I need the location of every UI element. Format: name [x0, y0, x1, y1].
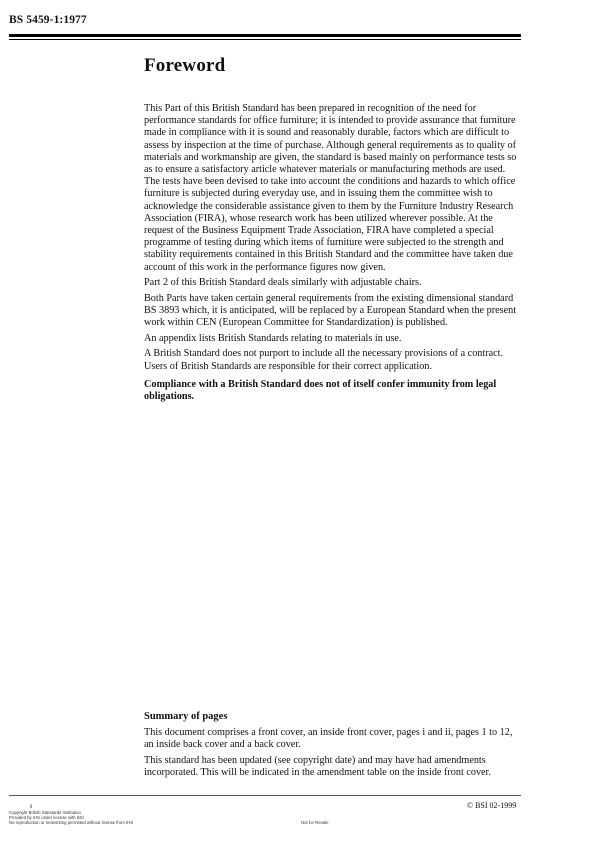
license-line: Copyright British Standards Institution	[9, 810, 81, 815]
copyright-notice: © BSI 02-1999	[467, 801, 517, 810]
footer-rule	[9, 795, 521, 796]
summary-heading: Summary of pages	[144, 711, 228, 722]
foreword-paragraph: A British Standard does not purport to include all the necessary provisions of a contract. Users of British Standards are responsible for their correct application.	[144, 348, 504, 372]
header-rule-thick	[9, 34, 521, 37]
foreword-body	[144, 103, 522, 407]
header-rule-thin	[9, 39, 521, 40]
standard-identifier: BS 5459-1:1977	[9, 14, 87, 26]
summary-paragraph: This standard has been updated (see copyright date) and may have had amendments incorporated. This will be indicated in the amendment table on the inside front cover.	[144, 755, 491, 779]
foreword-paragraph: Part 2 of this British Standard deals similarly with adjustable chairs.	[144, 277, 422, 289]
compliance-note: Compliance with a British Standard does not of itself confer immunity from legal obligations.	[144, 378, 497, 403]
foreword-paragraph: Both Parts have taken certain general requirements from the existing dimensional standard BS 3893 which, it is anticipated, will be replaced by a European Standard when the present work within CEN (European Committee for Standardization) is published.	[144, 292, 517, 329]
resale-notice: Not for Resale	[301, 820, 329, 825]
foreword-paragraph: An appendix lists British Standards relating to materials in use.	[144, 332, 402, 344]
license-notice	[9, 810, 133, 826]
page-number: ii	[30, 804, 33, 810]
foreword-paragraph: This Part of this British Standard has been prepared in recognition of the need for performance standards for office furniture; it is intended to provide assurance that furniture made in compliance with it is sound and reasonably durable, factors which are difficult to assess by inspection at the time of purchase. Although general requirements as to quality of materials and workmanship are given, the standard is based mainly on performance tests so as to ensure a satisfactory article whatever materials or manufacturing methods are used. The tests have been devised to take into account the conditions and hazards to which office furniture is subjected during everyday use, and in issuing them the committee wish to acknowledge the considerable assistance given to them by the Furniture Industry Research Association (FIRA), whose research work has been utilized wherever possible. At the request of the Business Equipment Trade Association, FIRA have completed a special programme of testing during which items of furniture were subjected to the strength and stability requirements contained in this British Standard and the committee have taken due account of this work in the performance figures now given.	[144, 103, 517, 273]
license-line: Provided by IHS under license with BSI	[9, 815, 84, 821]
license-line: No reproduction or networking permitted without license from IHS	[9, 820, 134, 826]
summary-of-pages	[144, 711, 522, 783]
page-title: Foreword	[144, 55, 226, 76]
summary-paragraph: This document comprises a front cover, an inside front cover, pages i and ii, pages 1 to 12, an inside back cover and a back cover.	[144, 727, 513, 751]
